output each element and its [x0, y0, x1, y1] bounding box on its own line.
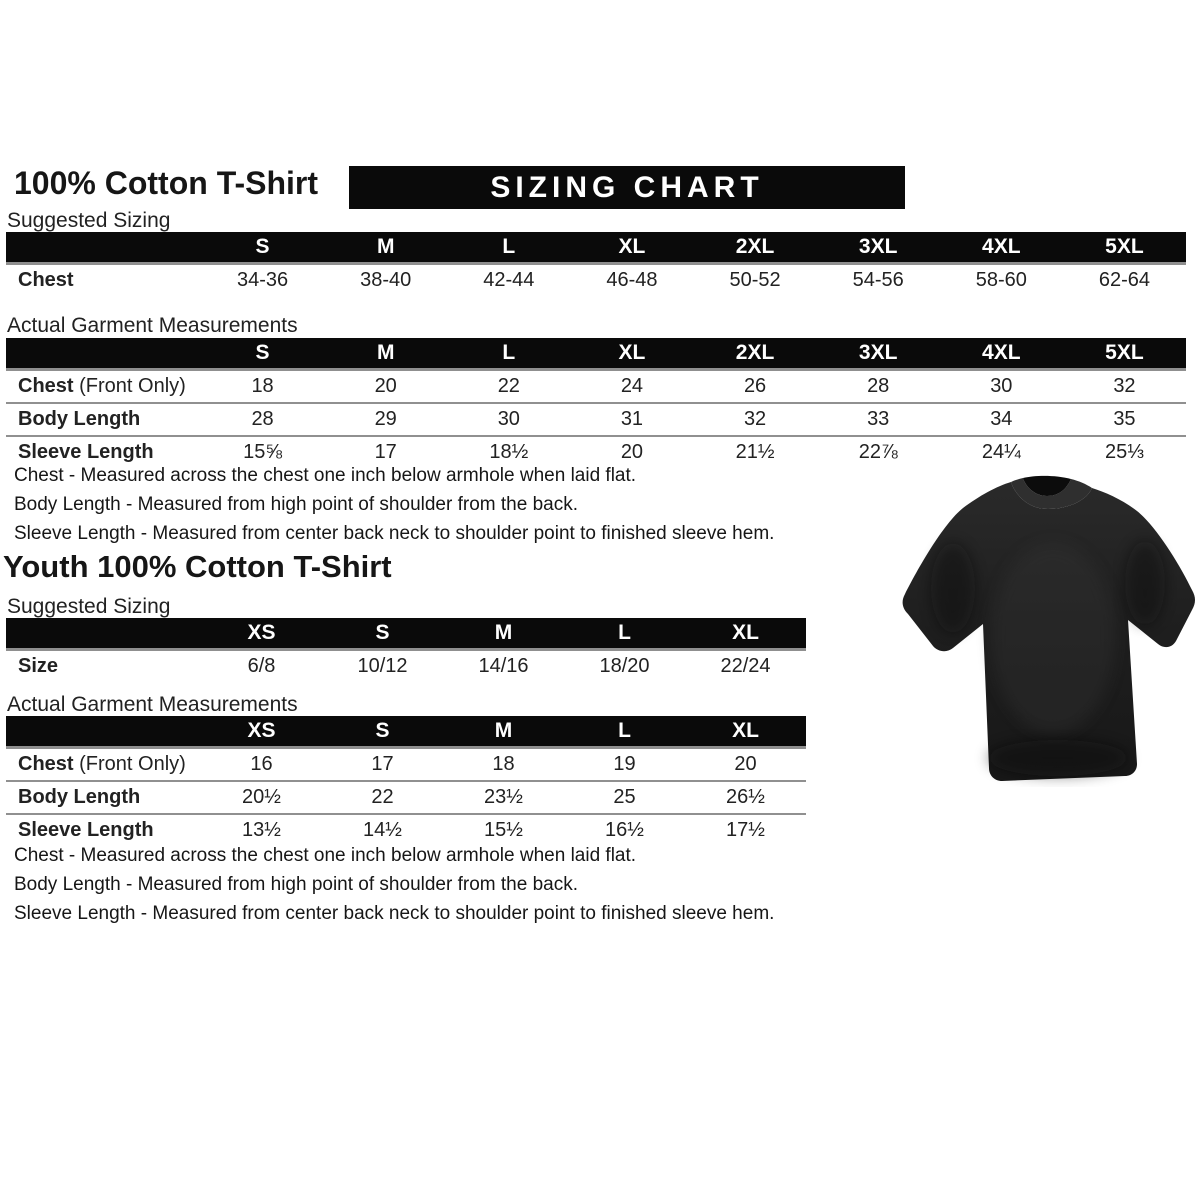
- adult-suggested-sizing-label: Suggested Sizing: [7, 209, 171, 232]
- row-label: [6, 375, 201, 398]
- size-column-header: XL: [732, 719, 759, 742]
- row-label: [6, 753, 201, 776]
- size-value-cell: 22/24: [720, 655, 771, 677]
- row-label-bold: Chest: [18, 375, 74, 397]
- size-value-cell: 38-40: [360, 269, 412, 291]
- row-label-bold: Body Length: [18, 408, 141, 430]
- row-label: [6, 786, 201, 809]
- row-label: [6, 408, 201, 431]
- note-body-length: Body Length - Measured from high point of shoulder from the back.: [14, 494, 578, 515]
- size-value-cell: 29: [374, 408, 397, 430]
- size-value-cell: 30: [990, 375, 1013, 397]
- size-column-header: 3XL: [858, 235, 898, 258]
- size-value-cell: 17½: [726, 819, 765, 841]
- size-value-cell: 17: [374, 441, 397, 463]
- size-column-header: 3XL: [858, 341, 898, 364]
- size-value-cell: 15⅝: [243, 441, 283, 463]
- size-value-cell: 18: [492, 753, 515, 775]
- size-column-header: XL: [618, 341, 646, 364]
- size-column-header: 5XL: [1105, 235, 1144, 258]
- note-sleeve-length: Sleeve Length - Measured from center back neck to shoulder point to finished sleeve hem.: [14, 903, 775, 924]
- note-chest: Chest - Measured across the chest one inch below armhole when laid flat.: [14, 845, 637, 866]
- size-value-cell: 35: [1113, 408, 1136, 430]
- size-value-cell: 26: [743, 375, 767, 397]
- table-row: [6, 780, 806, 813]
- size-column-header: 2XL: [735, 235, 775, 258]
- size-value-cell: 20½: [242, 786, 281, 808]
- note-sleeve-length: Sleeve Length - Measured from center back neck to shoulder point to finished sleeve hem.: [14, 523, 775, 544]
- youth-suggested-sizing-label: Suggested Sizing: [7, 595, 171, 618]
- size-column-header: L: [502, 235, 516, 258]
- size-value-cell: 31: [620, 408, 644, 430]
- size-column-header: S: [255, 341, 270, 364]
- size-column-header: XS: [247, 621, 276, 644]
- size-value-cell: 28: [251, 408, 274, 430]
- size-column-header: L: [618, 621, 631, 644]
- youth-measurement-notes: [14, 841, 774, 928]
- size-column-header: M: [494, 621, 513, 644]
- size-column-header: XS: [247, 719, 276, 742]
- size-value-cell: 22: [497, 375, 520, 397]
- size-value-cell: 13½: [242, 819, 281, 841]
- size-header-row: [6, 338, 1186, 371]
- row-label: [6, 819, 201, 842]
- row-label-bold: Size: [18, 655, 59, 677]
- adult-suggested-sizing-table: [6, 232, 1186, 296]
- size-value-cell: 18½: [489, 441, 529, 463]
- size-value-cell: 22: [371, 786, 394, 808]
- size-value-cell: 24¼: [981, 441, 1021, 463]
- size-value-cell: 21½: [735, 441, 775, 463]
- table-row: [6, 749, 806, 780]
- size-value-cell: 10/12: [357, 655, 408, 677]
- adult-measurement-notes: [14, 461, 774, 548]
- size-value-cell: 62-64: [1098, 269, 1151, 291]
- size-column-header: 2XL: [735, 341, 775, 364]
- size-column-header: S: [375, 621, 390, 644]
- size-header-row: [6, 618, 806, 651]
- size-value-cell: 20: [734, 753, 757, 775]
- size-column-header: M: [376, 341, 395, 364]
- size-value-cell: 26½: [726, 786, 765, 808]
- size-column-header: S: [255, 235, 270, 258]
- size-column-header: XL: [732, 621, 759, 644]
- black-tshirt-photo: [893, 468, 1198, 808]
- size-value-cell: 46-48: [606, 269, 658, 291]
- size-column-header: 5XL: [1105, 341, 1144, 364]
- row-label-bold: Chest: [18, 753, 74, 775]
- row-label: [6, 269, 201, 292]
- size-value-cell: 22⅞: [858, 441, 898, 463]
- size-value-cell: 18/20: [599, 655, 650, 677]
- youth-actual-measurements-label: Actual Garment Measurements: [7, 693, 298, 716]
- size-value-cell: 28: [867, 375, 890, 397]
- note-body-length: Body Length - Measured from high point of shoulder from the back.: [14, 874, 578, 895]
- table-row: [6, 371, 1186, 402]
- size-value-cell: 32: [1113, 375, 1136, 397]
- adult-actual-measurements-table: [6, 338, 1186, 468]
- adult-product-title: 100% Cotton T-Shirt: [14, 165, 319, 201]
- size-value-cell: 14½: [363, 819, 402, 841]
- row-label: [6, 655, 201, 678]
- size-value-cell: 19: [613, 753, 636, 775]
- youth-product-title: Youth 100% Cotton T-Shirt: [3, 549, 392, 584]
- size-header-row: [6, 232, 1186, 265]
- row-label-bold: Sleeve Length: [18, 819, 154, 841]
- youth-suggested-sizing-table: [6, 618, 806, 682]
- size-value-cell: 58-60: [975, 269, 1027, 291]
- size-value-cell: 30: [497, 408, 520, 430]
- row-label-suffix: (Front Only): [73, 375, 186, 397]
- size-value-cell: 25: [613, 786, 636, 808]
- size-value-cell: 32: [743, 408, 767, 430]
- size-value-cell: 6/8: [247, 655, 276, 677]
- size-value-cell: 18: [251, 375, 274, 397]
- size-column-header: M: [376, 235, 395, 258]
- table-row: [6, 402, 1186, 435]
- black-tshirt-illustration: [893, 468, 1198, 808]
- row-label-bold: Sleeve Length: [18, 441, 154, 463]
- size-column-header: 4XL: [982, 341, 1021, 364]
- size-value-cell: 16: [250, 753, 273, 775]
- size-value-cell: 23½: [484, 786, 523, 808]
- size-value-cell: 20: [620, 441, 644, 463]
- size-value-cell: 50-52: [729, 269, 781, 291]
- sizing-chart-banner: SIZING CHART: [349, 166, 905, 209]
- size-value-cell: 34: [990, 408, 1013, 430]
- size-value-cell: 24: [620, 375, 644, 397]
- size-column-header: L: [502, 341, 516, 364]
- table-row: [6, 265, 1186, 296]
- size-value-cell: 42-44: [483, 269, 535, 291]
- size-value-cell: 16½: [605, 819, 644, 841]
- row-label-bold: Body Length: [18, 786, 141, 808]
- size-value-cell: 54-56: [852, 269, 904, 291]
- youth-actual-measurements-table: [6, 716, 806, 846]
- size-column-header: M: [494, 719, 513, 742]
- adult-actual-measurements-label: Actual Garment Measurements: [7, 314, 298, 337]
- row-label-bold: Chest: [18, 269, 74, 291]
- size-value-cell: 20: [374, 375, 397, 397]
- size-column-header: XL: [618, 235, 646, 258]
- size-header-row: [6, 716, 806, 749]
- row-label-suffix: (Front Only): [73, 753, 186, 775]
- table-row: [6, 651, 806, 682]
- size-column-header: 4XL: [982, 235, 1021, 258]
- size-value-cell: 14/16: [478, 655, 529, 677]
- size-column-header: S: [375, 719, 390, 742]
- size-value-cell: 33: [867, 408, 890, 430]
- size-value-cell: 15½: [484, 819, 523, 841]
- size-value-cell: 17: [371, 753, 394, 775]
- note-chest: Chest - Measured across the chest one inch below armhole when laid flat.: [14, 465, 637, 486]
- size-value-cell: 25⅓: [1104, 441, 1144, 463]
- size-column-header: L: [618, 719, 631, 742]
- size-value-cell: 34-36: [236, 269, 289, 291]
